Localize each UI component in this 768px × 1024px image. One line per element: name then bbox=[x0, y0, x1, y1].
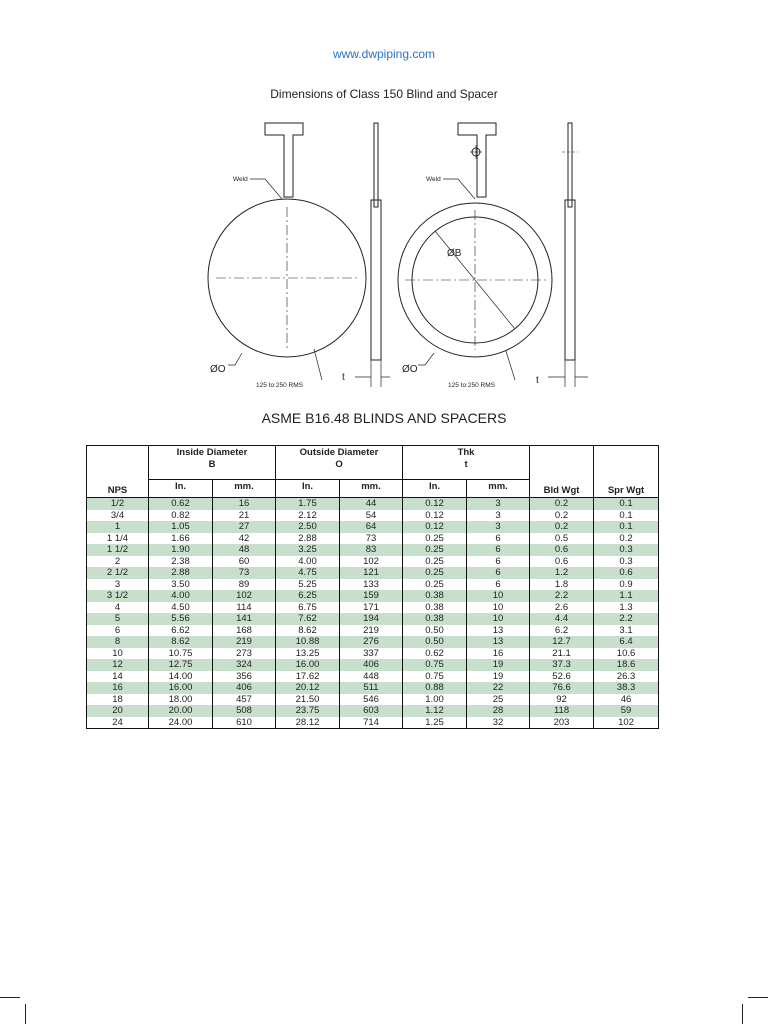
bore-label: ØB bbox=[447, 248, 462, 259]
cell-o-in: 2.88 bbox=[276, 533, 340, 545]
table-row bbox=[87, 659, 659, 671]
cell-t-mm: 25 bbox=[467, 694, 530, 706]
cell-b-in: 4.50 bbox=[149, 602, 213, 614]
table-row bbox=[87, 636, 659, 648]
cell-nps: 6 bbox=[87, 625, 149, 637]
cell-b-mm: 48 bbox=[213, 544, 276, 556]
crop-mark-left bbox=[0, 997, 20, 998]
cell-nps: 14 bbox=[87, 671, 149, 683]
cell-b-in: 20.00 bbox=[149, 705, 213, 717]
cell-b-mm: 27 bbox=[213, 521, 276, 533]
od-label-spacer: ØO bbox=[402, 364, 418, 375]
cell-bld: 2.2 bbox=[530, 590, 594, 602]
cell-nps: 3 bbox=[87, 579, 149, 591]
crop-mark-right-v bbox=[742, 1004, 743, 1024]
cell-t-mm: 3 bbox=[467, 498, 530, 510]
cell-t-mm: 13 bbox=[467, 625, 530, 637]
cell-spr: 10.6 bbox=[594, 648, 659, 660]
cell-b-mm: 21 bbox=[213, 510, 276, 522]
table-row bbox=[87, 717, 659, 729]
cell-t-in: 0.12 bbox=[403, 510, 467, 522]
table-row bbox=[87, 613, 659, 625]
cell-bld: 0.2 bbox=[530, 521, 594, 533]
table-row bbox=[87, 533, 659, 545]
cell-nps: 3 1/2 bbox=[87, 590, 149, 602]
cell-t-mm: 6 bbox=[467, 544, 530, 556]
cell-spr: 0.1 bbox=[594, 498, 659, 510]
table-row bbox=[87, 579, 659, 591]
blind-side-view bbox=[355, 123, 390, 387]
cell-o-in: 28.12 bbox=[276, 717, 340, 729]
cell-t-in: 0.25 bbox=[403, 567, 467, 579]
cell-t-in: 0.75 bbox=[403, 671, 467, 683]
group-inside-diameter: Inside Diameter B bbox=[149, 446, 276, 480]
cell-spr: 0.2 bbox=[594, 533, 659, 545]
table-row bbox=[87, 682, 659, 694]
cell-bld: 1.2 bbox=[530, 567, 594, 579]
cell-b-mm: 219 bbox=[213, 636, 276, 648]
cell-o-in: 17.62 bbox=[276, 671, 340, 683]
cell-bld: 118 bbox=[530, 705, 594, 717]
cell-bld: 2.6 bbox=[530, 602, 594, 614]
cell-t-mm: 10 bbox=[467, 602, 530, 614]
cell-b-mm: 610 bbox=[213, 717, 276, 729]
cell-b-mm: 168 bbox=[213, 625, 276, 637]
cell-t-mm: 6 bbox=[467, 556, 530, 568]
cell-bld: 37.3 bbox=[530, 659, 594, 671]
cell-o-in: 4.00 bbox=[276, 556, 340, 568]
cell-t-mm: 10 bbox=[467, 590, 530, 602]
cell-t-mm: 6 bbox=[467, 567, 530, 579]
cell-t-mm: 19 bbox=[467, 659, 530, 671]
cell-bld: 0.5 bbox=[530, 533, 594, 545]
thk-label-spacer: t bbox=[536, 375, 539, 386]
cell-bld: 0.6 bbox=[530, 556, 594, 568]
cell-t-in: 0.62 bbox=[403, 648, 467, 660]
cell-b-in: 6.62 bbox=[149, 625, 213, 637]
col-nps: NPS bbox=[87, 446, 149, 498]
cell-o-in: 3.25 bbox=[276, 544, 340, 556]
cell-spr: 0.3 bbox=[594, 544, 659, 556]
cell-b-in: 2.38 bbox=[149, 556, 213, 568]
cell-o-mm: 83 bbox=[340, 544, 403, 556]
cell-t-in: 0.12 bbox=[403, 521, 467, 533]
cell-b-in: 2.88 bbox=[149, 567, 213, 579]
cell-o-mm: 194 bbox=[340, 613, 403, 625]
cell-nps: 3/4 bbox=[87, 510, 149, 522]
col-spr-wgt: Spr Wgt bbox=[594, 446, 659, 498]
cell-bld: 0.2 bbox=[530, 498, 594, 510]
col-b-mm: mm. bbox=[213, 480, 276, 498]
cell-b-mm: 73 bbox=[213, 567, 276, 579]
cell-nps: 20 bbox=[87, 705, 149, 717]
cell-b-in: 4.00 bbox=[149, 590, 213, 602]
cell-t-in: 0.38 bbox=[403, 590, 467, 602]
cell-t-mm: 16 bbox=[467, 648, 530, 660]
cell-t-in: 0.75 bbox=[403, 659, 467, 671]
cell-t-in: 1.12 bbox=[403, 705, 467, 717]
group-outside-diameter: Outside Diameter O bbox=[276, 446, 403, 480]
cell-b-in: 18.00 bbox=[149, 694, 213, 706]
spacer-side-view bbox=[548, 123, 588, 387]
cell-t-mm: 28 bbox=[467, 705, 530, 717]
site-link[interactable]: www.dwpiping.com bbox=[332, 47, 436, 61]
cell-t-in: 0.50 bbox=[403, 625, 467, 637]
cell-o-mm: 219 bbox=[340, 625, 403, 637]
cell-bld: 12.7 bbox=[530, 636, 594, 648]
cell-o-in: 2.12 bbox=[276, 510, 340, 522]
cell-nps: 1 1/4 bbox=[87, 533, 149, 545]
table-row bbox=[87, 510, 659, 522]
thk-label: t bbox=[342, 372, 345, 383]
cell-spr: 0.1 bbox=[594, 510, 659, 522]
cell-nps: 2 1/2 bbox=[87, 567, 149, 579]
cell-o-mm: 73 bbox=[340, 533, 403, 545]
cell-nps: 12 bbox=[87, 659, 149, 671]
cell-t-mm: 22 bbox=[467, 682, 530, 694]
crop-mark-right bbox=[748, 997, 768, 998]
cell-t-mm: 13 bbox=[467, 636, 530, 648]
cell-spr: 59 bbox=[594, 705, 659, 717]
crop-mark-left-v bbox=[25, 1004, 26, 1024]
col-o-mm: mm. bbox=[340, 480, 403, 498]
cell-spr: 1.1 bbox=[594, 590, 659, 602]
cell-spr: 2.2 bbox=[594, 613, 659, 625]
cell-bld: 4.4 bbox=[530, 613, 594, 625]
cell-o-mm: 54 bbox=[340, 510, 403, 522]
col-o-in: In. bbox=[276, 480, 340, 498]
cell-t-in: 0.88 bbox=[403, 682, 467, 694]
table-row bbox=[87, 602, 659, 614]
col-t-mm: mm. bbox=[467, 480, 530, 498]
col-bld-wgt: Bld Wgt bbox=[530, 446, 594, 498]
cell-nps: 18 bbox=[87, 694, 149, 706]
table-row bbox=[87, 567, 659, 579]
cell-o-mm: 603 bbox=[340, 705, 403, 717]
cell-spr: 3.1 bbox=[594, 625, 659, 637]
cell-t-mm: 19 bbox=[467, 671, 530, 683]
table-row bbox=[87, 590, 659, 602]
cell-o-in: 4.75 bbox=[276, 567, 340, 579]
finish-label-spacer: 125 to 250 RMS bbox=[448, 382, 495, 389]
cell-spr: 1.3 bbox=[594, 602, 659, 614]
cell-nps: 1 bbox=[87, 521, 149, 533]
cell-nps: 2 bbox=[87, 556, 149, 568]
cell-o-mm: 276 bbox=[340, 636, 403, 648]
table-row bbox=[87, 648, 659, 660]
cell-o-in: 10.88 bbox=[276, 636, 340, 648]
cell-o-in: 6.75 bbox=[276, 602, 340, 614]
cell-nps: 4 bbox=[87, 602, 149, 614]
weld-label: Weld bbox=[233, 176, 248, 183]
cell-spr: 0.3 bbox=[594, 556, 659, 568]
cell-b-in: 1.90 bbox=[149, 544, 213, 556]
cell-o-mm: 133 bbox=[340, 579, 403, 591]
cell-t-mm: 32 bbox=[467, 717, 530, 729]
cell-spr: 102 bbox=[594, 717, 659, 729]
cell-nps: 1 1/2 bbox=[87, 544, 149, 556]
cell-b-in: 10.75 bbox=[149, 648, 213, 660]
cell-b-in: 1.66 bbox=[149, 533, 213, 545]
spacer-ring bbox=[398, 123, 552, 380]
cell-b-mm: 60 bbox=[213, 556, 276, 568]
cell-b-in: 1.05 bbox=[149, 521, 213, 533]
blinds-spacers-table bbox=[86, 445, 659, 729]
cell-t-mm: 3 bbox=[467, 521, 530, 533]
cell-b-in: 5.56 bbox=[149, 613, 213, 625]
cell-t-mm: 10 bbox=[467, 613, 530, 625]
cell-o-mm: 546 bbox=[340, 694, 403, 706]
table-row bbox=[87, 521, 659, 533]
cell-t-in: 0.25 bbox=[403, 579, 467, 591]
table-row bbox=[87, 694, 659, 706]
cell-nps: 10 bbox=[87, 648, 149, 660]
cell-o-in: 7.62 bbox=[276, 613, 340, 625]
cell-t-in: 0.50 bbox=[403, 636, 467, 648]
cell-bld: 203 bbox=[530, 717, 594, 729]
cell-o-in: 21.50 bbox=[276, 694, 340, 706]
cell-o-in: 6.25 bbox=[276, 590, 340, 602]
cell-b-mm: 273 bbox=[213, 648, 276, 660]
cell-b-in: 8.62 bbox=[149, 636, 213, 648]
cell-b-in: 3.50 bbox=[149, 579, 213, 591]
cell-spr: 6.4 bbox=[594, 636, 659, 648]
cell-t-mm: 6 bbox=[467, 579, 530, 591]
cell-spr: 0.9 bbox=[594, 579, 659, 591]
group-thickness: Thk t bbox=[403, 446, 530, 480]
cell-spr: 26.3 bbox=[594, 671, 659, 683]
cell-o-mm: 121 bbox=[340, 567, 403, 579]
cell-bld: 0.2 bbox=[530, 510, 594, 522]
table-body bbox=[87, 498, 659, 729]
cell-o-mm: 714 bbox=[340, 717, 403, 729]
cell-o-mm: 337 bbox=[340, 648, 403, 660]
cell-bld: 1.8 bbox=[530, 579, 594, 591]
cell-nps: 8 bbox=[87, 636, 149, 648]
cell-b-mm: 324 bbox=[213, 659, 276, 671]
cell-nps: 1/2 bbox=[87, 498, 149, 510]
table-row bbox=[87, 671, 659, 683]
cell-spr: 38.3 bbox=[594, 682, 659, 694]
cell-o-in: 16.00 bbox=[276, 659, 340, 671]
cell-o-mm: 102 bbox=[340, 556, 403, 568]
cell-t-in: 0.38 bbox=[403, 602, 467, 614]
cell-b-in: 24.00 bbox=[149, 717, 213, 729]
cell-nps: 16 bbox=[87, 682, 149, 694]
table-row bbox=[87, 705, 659, 717]
table-title: ASME B16.48 BLINDS AND SPACERS bbox=[261, 410, 507, 426]
cell-o-mm: 64 bbox=[340, 521, 403, 533]
cell-bld: 76.6 bbox=[530, 682, 594, 694]
cell-b-in: 0.82 bbox=[149, 510, 213, 522]
cell-b-in: 0.62 bbox=[149, 498, 213, 510]
cell-bld: 21.1 bbox=[530, 648, 594, 660]
cell-t-in: 0.25 bbox=[403, 544, 467, 556]
cell-bld: 0.6 bbox=[530, 544, 594, 556]
table-row bbox=[87, 498, 659, 510]
table-row bbox=[87, 556, 659, 568]
cell-b-mm: 356 bbox=[213, 671, 276, 683]
col-t-in: In. bbox=[403, 480, 467, 498]
cell-o-mm: 171 bbox=[340, 602, 403, 614]
cell-bld: 52.6 bbox=[530, 671, 594, 683]
cell-t-in: 1.25 bbox=[403, 717, 467, 729]
cell-o-in: 1.75 bbox=[276, 498, 340, 510]
cell-t-in: 0.25 bbox=[403, 533, 467, 545]
col-b-in: In. bbox=[149, 480, 213, 498]
cell-b-in: 16.00 bbox=[149, 682, 213, 694]
cell-b-mm: 508 bbox=[213, 705, 276, 717]
od-label: ØO bbox=[210, 364, 226, 375]
cell-spr: 0.1 bbox=[594, 521, 659, 533]
cell-b-mm: 89 bbox=[213, 579, 276, 591]
cell-t-in: 0.38 bbox=[403, 613, 467, 625]
weld-label-spacer: Weld bbox=[426, 176, 441, 183]
cell-b-mm: 457 bbox=[213, 694, 276, 706]
blind-plate bbox=[208, 123, 366, 380]
drawing-title: Dimensions of Class 150 Blind and Spacer bbox=[270, 87, 498, 101]
cell-bld: 92 bbox=[530, 694, 594, 706]
cell-o-mm: 511 bbox=[340, 682, 403, 694]
cell-nps: 5 bbox=[87, 613, 149, 625]
cell-spr: 46 bbox=[594, 694, 659, 706]
cell-o-in: 13.25 bbox=[276, 648, 340, 660]
cell-o-in: 8.62 bbox=[276, 625, 340, 637]
cell-o-mm: 448 bbox=[340, 671, 403, 683]
table-row bbox=[87, 544, 659, 556]
cell-t-mm: 3 bbox=[467, 510, 530, 522]
cell-nps: 24 bbox=[87, 717, 149, 729]
cell-b-mm: 114 bbox=[213, 602, 276, 614]
cell-t-in: 0.12 bbox=[403, 498, 467, 510]
cell-o-mm: 406 bbox=[340, 659, 403, 671]
cell-b-mm: 16 bbox=[213, 498, 276, 510]
cell-t-mm: 6 bbox=[467, 533, 530, 545]
cell-o-in: 23.75 bbox=[276, 705, 340, 717]
cell-b-mm: 42 bbox=[213, 533, 276, 545]
cell-b-in: 14.00 bbox=[149, 671, 213, 683]
cell-b-mm: 102 bbox=[213, 590, 276, 602]
cell-spr: 0.6 bbox=[594, 567, 659, 579]
cell-b-mm: 406 bbox=[213, 682, 276, 694]
finish-label: 125 to 250 RMS bbox=[256, 382, 303, 389]
cell-b-in: 12.75 bbox=[149, 659, 213, 671]
table-row bbox=[87, 625, 659, 637]
blind-spacer-drawing bbox=[190, 115, 610, 395]
cell-b-mm: 141 bbox=[213, 613, 276, 625]
cell-o-mm: 44 bbox=[340, 498, 403, 510]
cell-o-in: 5.25 bbox=[276, 579, 340, 591]
cell-t-in: 1.00 bbox=[403, 694, 467, 706]
cell-t-in: 0.25 bbox=[403, 556, 467, 568]
cell-o-in: 20.12 bbox=[276, 682, 340, 694]
cell-spr: 18.6 bbox=[594, 659, 659, 671]
cell-o-in: 2.50 bbox=[276, 521, 340, 533]
cell-bld: 6.2 bbox=[530, 625, 594, 637]
cell-o-mm: 159 bbox=[340, 590, 403, 602]
